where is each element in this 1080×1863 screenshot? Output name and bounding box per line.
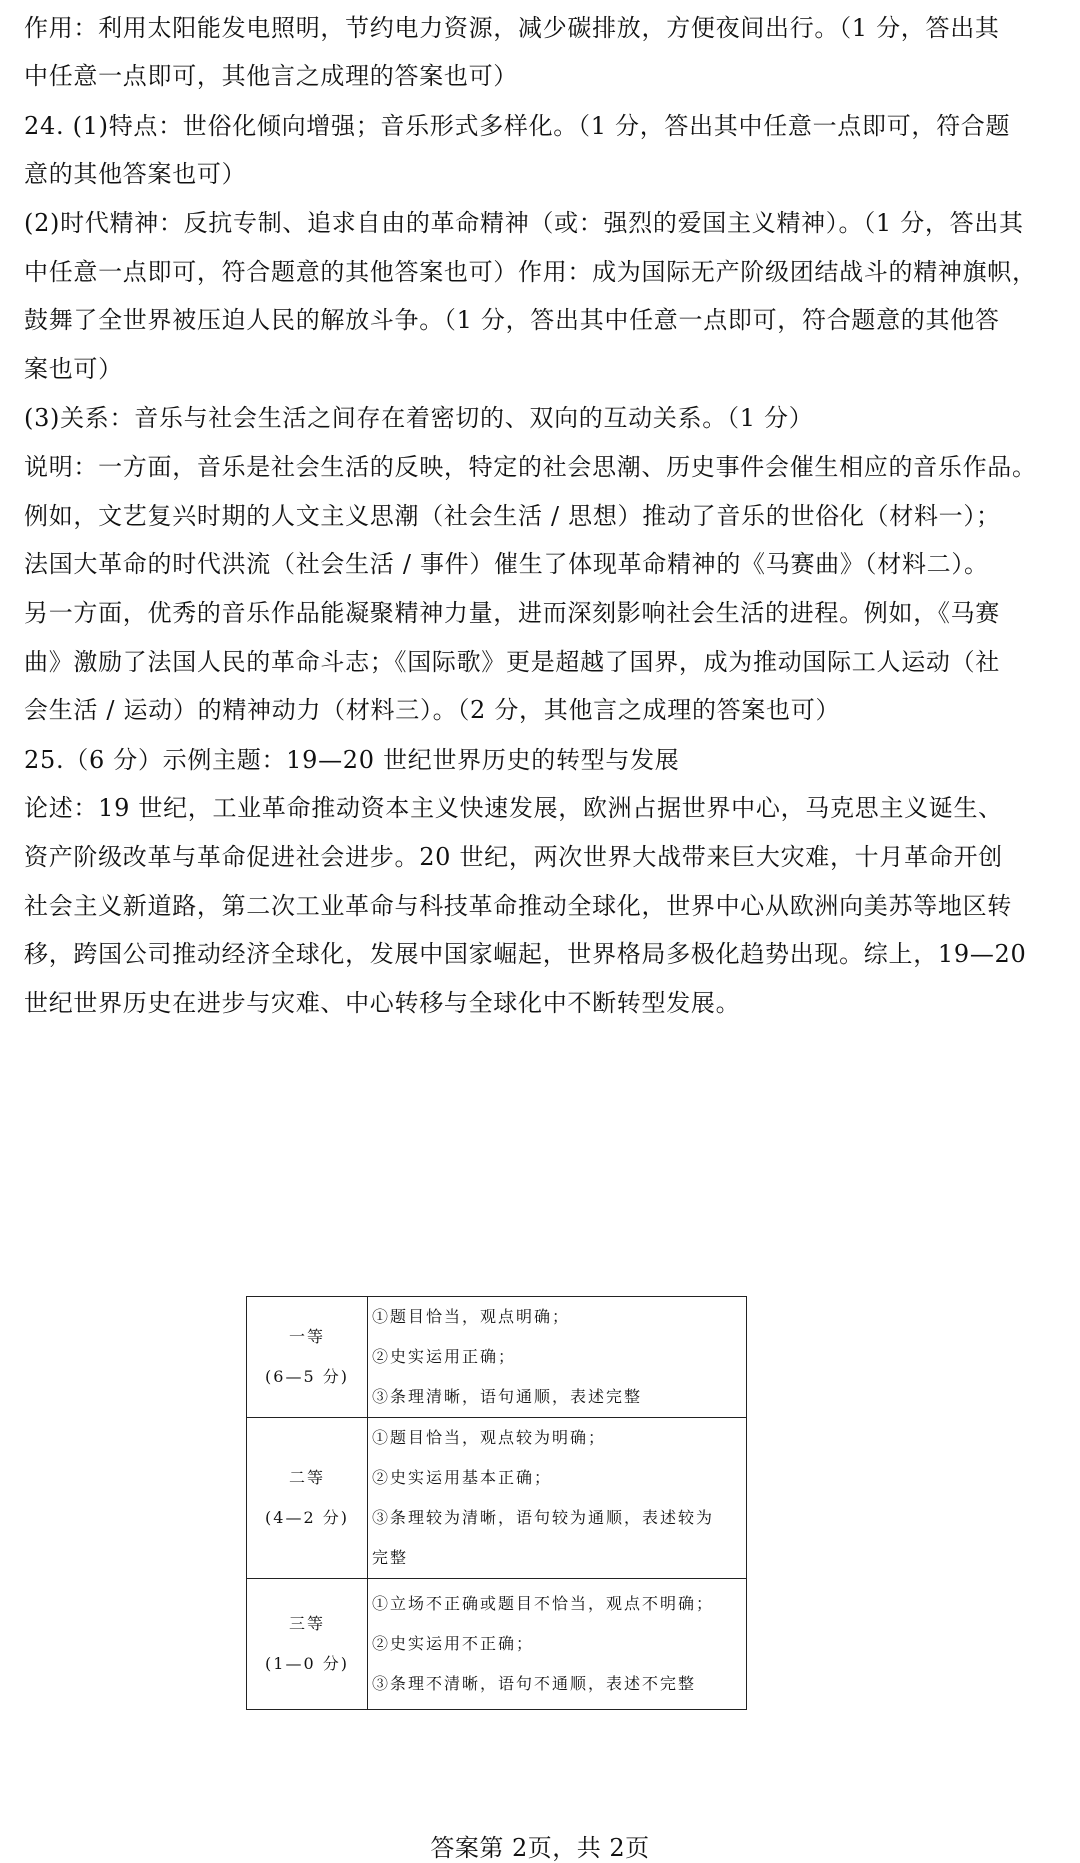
text-line: 作用：利用太阳能发电照明，节约电力资源，减少碳排放，方便夜间出行。（1 分，答出其 [24, 14, 1000, 42]
rubric-criterion: ②史实运用不正确； [372, 1634, 535, 1653]
text-line: (3)关系：音乐与社会生活之间存在着密切的、双向的互动关系。（1 分） [24, 404, 814, 432]
text-line: 社会主义新道路，第二次工业革命与科技革命推动全球化，世界中心从欧洲向美苏等地区转 [24, 892, 1012, 920]
rubric-criteria-cell [368, 1579, 747, 1710]
rubric-level-name: 二等 [288, 1468, 325, 1487]
rubric-level-score: (1—0 分) [265, 1654, 349, 1673]
rubric-level-score: (6—5 分) [265, 1367, 349, 1386]
text-line: 例如，文艺复兴时期的人文主义思潮（社会生活 / 思想）推动了音乐的世俗化（材料一）； [24, 502, 1001, 530]
page-footer: 答案第 2页，共 2页 [430, 1834, 650, 1862]
rubric-level-name: 三等 [288, 1614, 325, 1633]
rubric-criteria-cell [368, 1297, 747, 1418]
rubric-criterion: ①题目恰当，观点较为明确； [372, 1428, 607, 1447]
text-line: 说明：一方面，音乐是社会生活的反映，特定的社会思潮、历史事件会催生相应的音乐作品。 [24, 453, 1037, 481]
rubric-criterion: ③条理较为清晰，语句较为通顺，表述较为 [372, 1508, 715, 1527]
rubric-level-name: 一等 [288, 1327, 325, 1346]
text-line: (2)时代精神：反抗专制、追求自由的革命精神（或：强烈的爱国主义精神）。（1 分，答出其 [24, 209, 1024, 237]
rubric-row [247, 1579, 747, 1710]
rubric-criterion: ②史实运用基本正确； [372, 1468, 553, 1487]
text-line: 案也可） [24, 355, 123, 383]
text-line: 25.（6 分）示例主题：19—20 世纪世界历史的转型与发展 [24, 746, 680, 774]
text-line: 论述：19 世纪，工业革命推动资本主义快速发展，欧洲占据世界中心，马克思主义诞生、 [24, 794, 1003, 822]
rubric-level-score: (4—2 分) [265, 1508, 349, 1527]
rubric-criterion: 完整 [372, 1548, 409, 1567]
text-line: 中任意一点即可，符合题意的其他答案也可）作用：成为国际无产阶级团结战斗的精神旗帜， [24, 258, 1037, 286]
rubric-level-cell [247, 1418, 368, 1579]
rubric-row [247, 1418, 747, 1579]
text-line: 意的其他答案也可） [24, 160, 247, 188]
text-line: 24. (1)特点：世俗化倾向增强；音乐形式多样化。（1 分，答出其中任意一点即可，符合题 [24, 112, 1011, 140]
rubric-row [247, 1297, 747, 1418]
text-line: 移，跨国公司推动经济全球化，发展中国家崛起，世界格局多极化趋势出现。综上，19—20 [24, 940, 1027, 968]
text-line: 中任意一点即可，其他言之成理的答案也可） [24, 62, 518, 90]
rubric-criterion: ③条理不清晰，语句不通顺，表述不完整 [372, 1674, 697, 1693]
text-line: 曲》激励了法国人民的革命斗志；《国际歌》更是超越了国界，成为推动国际工人运动（社 [24, 648, 1000, 676]
text-line: 鼓舞了全世界被压迫人民的解放斗争。（1 分，答出其中任意一点即可，符合题意的其他答 [24, 306, 1000, 334]
rubric-criterion: ①题目恰当，观点明确； [372, 1307, 571, 1326]
text-line: 会生活 / 运动）的精神动力（材料三）。（2 分，其他言之成理的答案也可） [24, 696, 841, 724]
rubric-level-cell [247, 1579, 368, 1710]
rubric-criterion: ②史实运用正确； [372, 1347, 517, 1366]
text-line: 法国大革命的时代洪流（社会生活 / 事件）催生了体现革命精神的《马赛曲》（材料二）。 [24, 550, 989, 578]
text-line: 另一方面，优秀的音乐作品能凝聚精神力量，进而深刻影响社会生活的进程。例如，《马赛 [24, 599, 1000, 627]
text-line: 世纪世界历史在进步与灾难、中心转移与全球化中不断转型发展。 [24, 989, 741, 1017]
rubric-criteria-cell [368, 1418, 747, 1579]
rubric-criterion: ①立场不正确或题目不恰当，观点不明确； [372, 1594, 715, 1613]
rubric-level-cell [247, 1297, 368, 1418]
rubric-criterion: ③条理清晰，语句通顺，表述完整 [372, 1387, 643, 1406]
text-line: 资产阶级改革与革命促进社会进步。20 世纪，两次世界大战带来巨大灾难，十月革命开创 [24, 843, 1003, 871]
scoring-rubric-table [246, 1296, 747, 1710]
